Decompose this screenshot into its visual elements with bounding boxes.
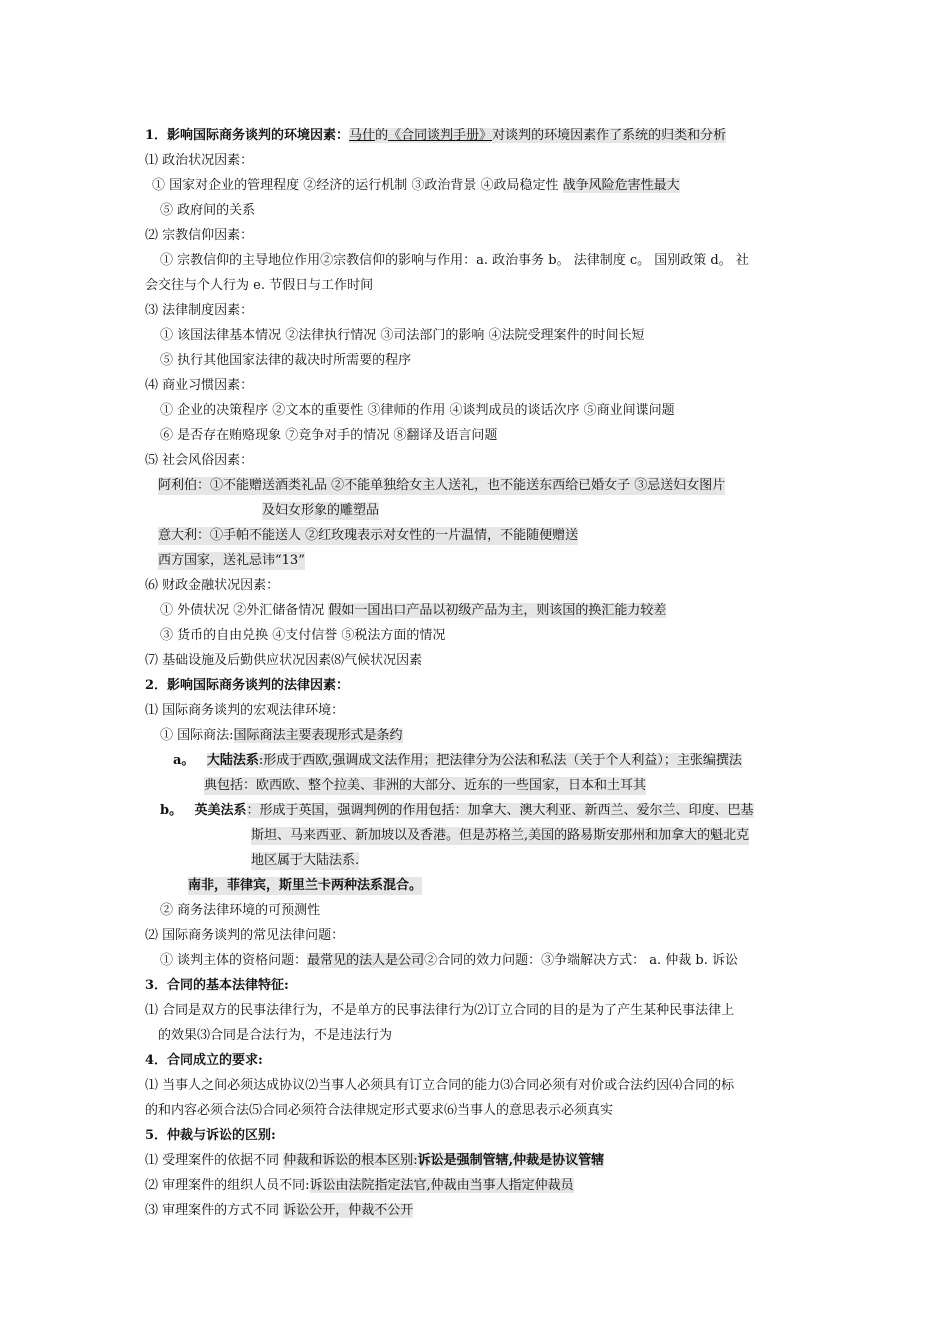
section-5-heading: 5．仲裁与诉讼的区别: (145, 1128, 276, 1143)
s1-p5-c: 意大利：①手帕不能送人 ②红玫瑰表示对女性的一片温情，不能随便赠送 (158, 528, 579, 543)
s2-p2-a2: ②合同的效力问题：③争端解决方式： a. 仲裁 b. 诉讼 (424, 953, 739, 968)
section-1-heading: 1．影响国际商务谈判的环境因素： (145, 128, 350, 143)
s1-p4-a: ① 企业的决策程序 ②文本的重要性 ③律师的作用 ④谈判成员的谈话次序 ⑤商业间谍问题 (160, 403, 675, 418)
s2-p2: ⑵ 国际商务谈判的常见法律问题： (145, 928, 345, 943)
s1-p4: ⑷ 商业习惯因素： (145, 378, 254, 393)
s2-a-mark: a。 (173, 753, 195, 768)
s2-p1-a: ① 国际商法: (160, 728, 234, 743)
s1-p7: ⑺ 基础设施及后勤供应状况因素⑻气候状况因素 (145, 653, 423, 668)
s5-p3-highlight: 诉讼公开，仲裁不公开 (283, 1203, 414, 1218)
s5-p3: ⑶ 审理案件的方式不同 (145, 1203, 284, 1218)
s2-b-title: 英美法系 (194, 803, 247, 818)
s1-p3-b: ⑤ 执行其他国家法律的裁决时所需要的程序 (160, 353, 412, 368)
s5-p2-highlight: 诉讼由法院指定法官,仲裁由当事人指定仲裁员 (309, 1178, 574, 1193)
s2-p1-a-line (160, 727, 403, 745)
s2-p1-b: ② 商务法律环境的可预测性 (160, 903, 321, 918)
s1-p1: ⑴ 政治状况因素： (145, 153, 254, 168)
s5-p2: ⑵ 审理案件的组织人员不同: (145, 1178, 310, 1193)
s1-p6: ⑹ 财政金融状况因素： (145, 578, 280, 593)
s2-mixed: 南非，菲律宾，斯里兰卡两种法系混合。 (188, 878, 423, 893)
s1-p1-a: ① 国家对企业的管理程度 ②经济的运行机制 ③政治背景 ④政局稳定性 (152, 178, 563, 193)
s1-p6-a: ① 外债状况 ②外汇储备情况 (160, 603, 329, 618)
s2-p2-a1: ① 谈判主体的资格问题： (160, 953, 308, 968)
s1-p1-a-line (152, 177, 680, 195)
s2-a-line (173, 752, 742, 770)
s1-p1-b: ⑤ 政府间的关系 (160, 203, 256, 218)
s2-b-text-1: ：形成于英国，强调判例的作用包括：加拿大、澳大利亚、新西兰、爱尔兰、印度、巴基 (246, 803, 754, 818)
s2-p2-a-line (160, 952, 738, 970)
section-1-heading-text: 的 (375, 128, 389, 143)
s2-p1-a-highlight: 国际商法主要表现形式是条约 (233, 728, 403, 743)
s5-p2-line (145, 1177, 574, 1195)
s5-p1-highlight-bold: 诉讼是强制管辖,仲裁是协议管辖 (417, 1153, 605, 1168)
s2-b-line (160, 802, 754, 820)
s2-b-mark: b。 (160, 803, 183, 818)
s1-p5: ⑸ 社会风俗因素： (145, 453, 254, 468)
s2-a-title: 大陆法系 (206, 753, 259, 768)
s2-p2-a-highlight: 最常见的法人是公司 (307, 953, 425, 968)
s1-p5-a: 阿利伯：①不能赠送酒类礼品 ②不能单独给女主人送礼，也不能送东西给已婚女子 ③忌送妇女图片 (158, 478, 726, 493)
s5-p1-line (145, 1152, 604, 1170)
s1-p4-b: ⑥ 是否存在贿赂现象 ⑦竞争对手的情况 ⑧翻译及语言问题 (160, 428, 498, 443)
s1-p2: ⑵ 宗教信仰因素： (145, 228, 254, 243)
s2-b-text-2: 斯坦、马来西亚、新加坡以及香港。但是苏格兰,美国的路易斯安那州和加拿大的魁北克 (251, 828, 750, 843)
s3-p2: 的效果⑶合同是合法行为，不是违法行为 (158, 1028, 393, 1043)
s2-p1: ⑴ 国际商务谈判的宏观法律环境： (145, 703, 345, 718)
section-4-heading: 4．合同成立的要求: (145, 1053, 263, 1068)
s1-p1-a-highlight: 战争风险危害性最大 (562, 178, 680, 193)
s1-p2-b: 会交往与个人行为 e. 节假日与工作时间 (145, 278, 374, 293)
section-1-book: 《合同谈判手册》 (388, 128, 493, 143)
s3-p1: ⑴ 合同是双方的民事法律行为，不是单方的民事法律行为⑵订立合同的目的是为了产生某种民事法律上 (145, 1003, 735, 1018)
section-1-heading-text-2: 对谈判的环境因素作了系统的归类和分析 (492, 128, 727, 143)
s1-p6-a-line (160, 602, 666, 620)
s2-b-text-3: 地区属于大陆法系. (251, 853, 360, 868)
s1-p3-a: ① 该国法律基本情况 ②法律执行情况 ③司法部门的影响 ④法院受理案件的时间长短 (160, 328, 645, 343)
s1-p5-b: 及妇女形象的雕塑品 (262, 503, 380, 518)
s5-p1: ⑴ 受理案件的依据不同 (145, 1153, 284, 1168)
section-3-heading: 3．合同的基本法律特征: (145, 978, 289, 993)
section-1-heading-line (145, 127, 726, 145)
section-2-heading: 2．影响国际商务谈判的法律因素： (145, 678, 350, 693)
s1-p6-a-highlight: 假如一国出口产品以初级产品为主，则该国的换汇能力较差 (328, 603, 667, 618)
s5-p3-line (145, 1202, 413, 1220)
s1-p2-a: ① 宗教信仰的主导地位作用②宗教信仰的影响与作用：a. 政治事务 b。 法律制度 c。 国别政策 d。 社 (160, 253, 749, 268)
s2-a-text-1: :形成于西欧,强调成文法作用；把法律分为公法和私法（关于个人利益）；主张编撰法 (258, 753, 742, 768)
s1-p6-b: ③ 货币的自由兑换 ④支付信誉 ⑤税法方面的情况 (160, 628, 446, 643)
s4-p1: ⑴ 当事人之间必须达成协议⑵当事人必须具有订立合同的能力⑶合同必须有对价或合法约因⑷合同的标 (145, 1078, 735, 1093)
s1-p3: ⑶ 法律制度因素： (145, 303, 254, 318)
s2-a-text-2: 典包括：欧西欧、整个拉美、非洲的大部分、近东的一些国家，日本和土耳其 (204, 778, 647, 793)
s4-p2: 的和内容必须合法⑸合同必须符合法律规定形式要求⑹当事人的意思表示必须真实 (145, 1103, 614, 1118)
section-1-author: 马什 (349, 128, 376, 143)
s1-p5-d: 西方国家，送礼忌讳“13” (158, 553, 305, 568)
s5-p1-highlight: 仲裁和诉讼的根本区别: (283, 1153, 418, 1168)
